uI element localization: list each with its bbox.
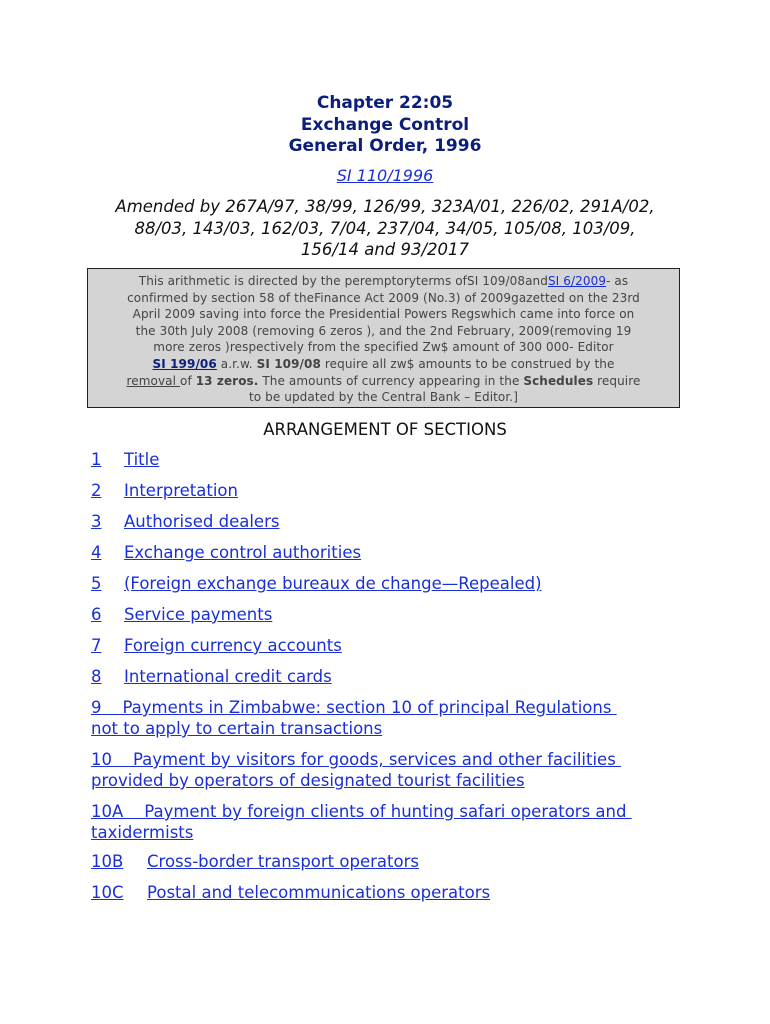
notice-line-4: the 30th July 2008 (removing 6 zeros ), and the 2nd February, 2009(removing 19 xyxy=(135,323,632,338)
toc-section-title[interactable]: (Foreign exchange bureaux de change—Repealed) xyxy=(124,574,542,593)
toc-section-number[interactable]: 10B xyxy=(91,852,124,871)
toc-item-wrapped[interactable] xyxy=(91,749,691,791)
si-110-1996-link[interactable]: SI 110/1996 xyxy=(336,166,434,185)
notice-bold: 13 zeros. xyxy=(195,373,259,388)
notice-line-3: April 2009 saving into force the Presidential Powers Regswhich came into force on xyxy=(132,307,635,322)
chapter-line: Chapter 22:05 xyxy=(316,93,454,113)
arrangement-heading: ARRANGEMENT OF SECTIONS xyxy=(263,420,507,439)
toc-item[interactable] xyxy=(91,542,362,563)
toc-item[interactable] xyxy=(91,573,542,594)
notice-line-2: confirmed by section 58 of theFinance Act 2009 (No.3) of 2009gazetted on the 23rd xyxy=(127,290,640,305)
amended-line-2: 88/03, 143/03, 162/03, 7/04, 237/04, 34/05, 105/08, 103/09, xyxy=(134,218,636,238)
si-6-2009-link[interactable]: SI 6/2009 xyxy=(547,274,607,288)
toc-item[interactable] xyxy=(91,851,419,872)
notice-line-6 xyxy=(92,356,675,373)
toc-item[interactable] xyxy=(91,449,160,470)
toc-section-title[interactable]: Title xyxy=(124,450,160,469)
toc-section-link-line-1[interactable]: 10 Payment by visitors for goods, services and other facilities xyxy=(91,750,622,769)
notice-text: - as xyxy=(606,274,629,288)
toc-section-number[interactable]: 10C xyxy=(91,883,124,902)
toc-section-link-line-2[interactable]: not to apply to certain transactions xyxy=(91,719,383,738)
si-199-06-link[interactable]: SI 199/06 xyxy=(152,356,217,371)
toc-section-link-line-1[interactable]: 9 Payments in Zimbabwe: section 10 of principal Regulations xyxy=(91,698,617,717)
notice-line-7 xyxy=(92,373,675,390)
toc-section-title[interactable]: International credit cards xyxy=(124,667,332,686)
document-heading xyxy=(0,93,770,158)
notice-text: of xyxy=(180,373,196,388)
notice-bold: Schedules xyxy=(523,373,594,388)
toc-section-title[interactable]: Postal and telecommunications operators xyxy=(147,883,491,902)
toc-section-link-line-2[interactable]: taxidermists xyxy=(91,823,194,842)
notice-underlined-text: removal xyxy=(126,373,180,388)
toc-item[interactable] xyxy=(91,604,273,625)
amendments-list xyxy=(80,196,690,261)
toc-section-title[interactable]: Exchange control authorities xyxy=(124,543,362,562)
toc-section-number[interactable]: 4 xyxy=(91,543,102,562)
notice-line-8: to be updated by the Central Bank – Editor.] xyxy=(248,390,518,405)
toc-item[interactable] xyxy=(91,666,332,687)
notice-line-1 xyxy=(92,273,675,290)
toc-section-number[interactable]: 7 xyxy=(91,636,102,655)
toc-item-wrapped[interactable] xyxy=(91,697,691,739)
toc-item[interactable] xyxy=(91,882,491,903)
notice-text: require xyxy=(593,373,641,388)
order-line: General Order, 1996 xyxy=(288,136,482,156)
toc-item[interactable] xyxy=(91,511,280,532)
amended-line-3: 156/14 and 93/2017 xyxy=(300,240,470,259)
toc-item-wrapped[interactable] xyxy=(91,801,691,843)
title-line: Exchange Control xyxy=(300,114,470,135)
toc-section-title[interactable]: Service payments xyxy=(124,605,273,624)
toc-section-number[interactable]: 6 xyxy=(91,605,102,624)
notice-line-5: more zeros )respectively from the specified Zw$ amount of 300 000- Editor xyxy=(153,340,614,355)
editor-notice-box xyxy=(87,268,680,408)
si-link-row xyxy=(0,166,770,186)
toc-section-link-line-1[interactable]: 10A Payment by foreign clients of hunting safari operators and xyxy=(91,802,632,821)
toc-section-title[interactable]: Authorised dealers xyxy=(124,512,280,531)
toc-item[interactable] xyxy=(91,635,342,656)
toc-section-title[interactable]: Cross-border transport operators xyxy=(147,852,419,871)
notice-text: a.r.w. xyxy=(216,356,257,371)
notice-text: require all zw$ amounts to be construed by the xyxy=(320,356,615,371)
toc-section-title[interactable]: Interpretation xyxy=(124,481,238,500)
toc-section-title[interactable]: Foreign currency accounts xyxy=(124,636,342,655)
toc-section-number[interactable]: 2 xyxy=(91,481,102,500)
notice-bold: SI 109/08 xyxy=(256,356,321,371)
notice-text: The amounts of currency appearing in the xyxy=(258,373,524,388)
toc-section-number[interactable]: 1 xyxy=(91,450,102,469)
toc-section-number[interactable]: 8 xyxy=(91,667,102,686)
toc-section-number[interactable]: 5 xyxy=(91,574,102,593)
toc-section-link-line-2[interactable]: provided by operators of designated tourist facilities xyxy=(91,771,525,790)
amended-line-1: Amended by 267A/97, 38/99, 126/99, 323A/01, 226/02, 291A/02, xyxy=(115,197,655,216)
notice-text: This arithmetic is directed by the peremptoryterms ofSI 109/08and xyxy=(138,274,548,288)
toc-item[interactable] xyxy=(91,480,238,501)
toc-section-number[interactable]: 3 xyxy=(91,512,102,531)
